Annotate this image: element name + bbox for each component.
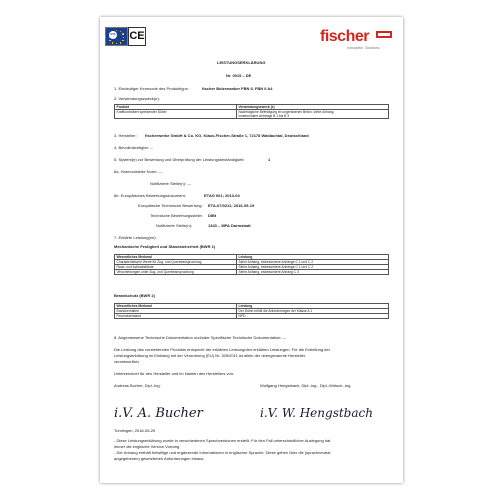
item-6b-eta-label: Europäische Technische Bewertung: [138,203,203,208]
use-table-cell-purpose [237,110,389,119]
mech-header-performance: Leistung [237,255,389,260]
fire-cell-feature: Brandverhalten [115,309,237,314]
use-table-purpose-line-1: Nachträgliche Befestigung im ungerissenen Beton, siehe Anhang, [238,110,335,114]
fire-cell-feature: Feuerwiderstand [115,314,237,319]
item-6b-notified-label: Notifizierte Stelle(n): [156,223,193,228]
place-date: Tumlingen, 2016-05-25 [114,428,156,433]
signer-1-name: Andreas Bucher, Dipl.-Ing. [114,383,161,388]
item-6a-notified: Notifizierte Stelle(n): --- [150,181,192,186]
footnote-line-2: immer die englische Version Vorrang. [114,444,181,449]
footnote-line-3: - Der Anhang enthält freiwillige und ergänzende Informationen in englischer Sprache. Diese gehen über die (sprachneutral [114,450,331,455]
signature-1-text: i.V. A. Bucher [114,406,203,421]
item-1-value: fischer Bolzenanker FBN II, FBN II A4 [202,86,273,91]
conformity-line-1: Die Leistung des vorstehenden Produkts entspricht der erklärten Leistung/den erklärten Leistungen. Für die Erstellung der [114,347,330,352]
ce-mark: CE [128,27,146,46]
item-5-value: 1 [268,157,271,162]
fire-header-feature: Wesentliches Merkmal [115,304,237,309]
document-number: Nr. 0015 – DE [226,73,252,78]
conformity-line-3: verantwortlich. [114,359,140,364]
fire-cell-performance: NPD [237,314,389,319]
fire-cell-performance: Der Dübel erfüllt die Anforderungen der Klasse A 1 [237,309,389,314]
signer-2-name: Wolfgang Hengstbach, Dipl.-Ing., Dipl.-Wirtsch.-Ing. [260,383,352,388]
item-6b-value: ETAG 001; 2013-04 [204,193,240,198]
brand-tagline: Innovation. Solutions. [347,46,381,50]
item-3-label: 3. Hersteller: [114,133,137,138]
item-5-label: 5. System(e) zur Bewertung und Überprüfung der Leistungsbeständigkeit: [114,157,245,162]
item-6a-label: 6a. Harmonisierte Norm: --- [114,169,163,174]
section-mechanical: Mechanische Festigkeit und Standsicherheit (BWR 1) [114,244,216,249]
mech-cell-performance: Siehe Anhang, insbesondere Anhang C 3 [237,270,389,275]
fire-table [114,303,389,319]
conformity-line-2: Leistungserklärung im Einklang mit der Verordnung (EU) Nr. 305/2011 ist allein der obengenannte Hersteller [114,353,306,358]
signature-1 [114,403,203,421]
fire-header-performance: Leistung [237,304,389,309]
item-3-value: fischerwerke GmbH & Co. KG, Klaus-Fischer-Straße 1, 72178 Waldachtal, Deutschland [145,133,309,138]
mechanical-table [114,254,389,275]
mech-header-feature: Wesentliches Merkmal [115,255,237,260]
item-7-label: 7. Erklärte Leistung(en): [114,235,157,240]
table-row [115,314,389,319]
table-row [115,270,389,275]
mech-cell-performance: Siehe Anhang, insbesondere Anhänge C 1 und C 2 [237,265,389,270]
item-6b-eta-value: ETA-07/0211; 2016-05-19 [208,203,255,208]
use-table-header-product: Produkt [115,105,237,110]
item-4-label: 4. Bevollmächtigter: -- [114,145,153,150]
use-table-cell-product: Kraftkontrolliert spreizender Dübel [115,110,237,119]
item-6b-label: 6b. Europäisches Bewertungsdokument: [114,193,186,198]
signature-2 [260,403,373,421]
section-fire: Brandschutz (BWR 2) [114,293,155,298]
footnote-line-1: - Diese Leistungserklärung wurde in verschiedenen Sprachversionen erstellt. Für den Fall unterschiedlicher Auslegung hat [114,438,331,443]
item-1-label: 1. Eindeutiger Kenncode des Produkttyps: [114,86,189,91]
fischer-logo: fischer [320,28,369,45]
item-6b-tba-value: DIBt [208,213,217,218]
item-6b-notified-value: 1343 – MPA Darmstadt [208,223,251,228]
item-8-label: 8. Angemessene Technische Dokumentation und/oder Spezifische Technische Dokumentation: --- [114,335,287,340]
eta-logo: ETA [109,31,117,39]
use-table-purpose-line-2: insbesondere Anhänge B 1 bis B 3 [238,114,290,118]
document-page [100,17,403,483]
mech-cell-feature: Charakteristische Werte für Zug- und Querbeanspruchung [115,260,237,265]
fischer-logo-mark [376,31,392,38]
item-6b-tba-label: Technische Bewertungsstelle: [150,213,203,218]
use-table-header-purpose: Verwendungszweck (e) [237,105,389,110]
document-title: LEISTUNGSERKLÄRUNG [217,60,266,65]
mech-cell-feature: Rand- und Achsabstände [115,265,237,270]
signed-for-line: Unterzeichnet für den Hersteller und im Namen des Herstellers von: [114,371,235,376]
use-table [114,104,389,119]
mech-cell-performance: Siehe Anhang, insbesondere Anhänge C 1 und C 2 [237,260,389,265]
signature-2-text: i.V. W. Hengstbach [260,406,373,420]
item-2-label: 2. Verwendungszweck(e): [114,96,160,101]
mech-cell-feature: Verschiebungen unter Zug- und Querbeanspruchung [115,270,237,275]
footnote-line-4: angegebenen) gesetzlichen Anforderungen hinaus. [114,456,205,461]
